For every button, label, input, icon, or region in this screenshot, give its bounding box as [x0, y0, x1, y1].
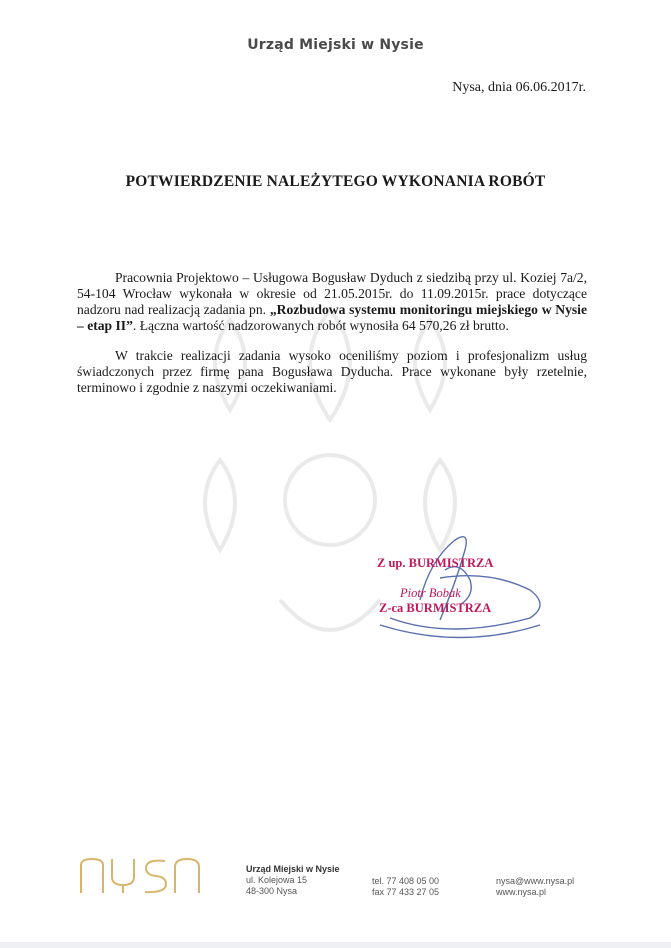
- task-name: „Rozbudowa systemu monitoringu miejskiego w Nysie – etap II”: [77, 302, 587, 333]
- paragraph-2-text: W trakcie realizacji zadania wysoko oceniliśmy poziom i profesjonalizm usług świadczonych przez firmę pana Bogusława Dyducha. Prace wykonane były rzetelnie, terminowo i zgodnie z naszymi oczekiwaniami.: [77, 348, 587, 395]
- paragraph-1-text-b: . Łączna wartość nadzorowanych robót wynosiła 64 570,26 zł brutto.: [132, 318, 509, 333]
- document-date: Nysa, dnia 06.06.2017r.: [452, 80, 586, 95]
- footer-email[interactable]: nysa@www.nysa.pl: [496, 876, 575, 886]
- document-title: POTWIERDZENIE NALEŻYTEGO WYKONANIA ROBÓT: [125, 173, 546, 190]
- footer-web[interactable]: www.nysa.pl: [496, 887, 547, 897]
- paragraph-2: [77, 348, 587, 396]
- paragraph-1-text-a: Pracownia Projektowo – Usługowa Bogusław Dyduch z siedzibą przy ul. Koziej 7a/2, 54-104 Wrocław wykonała w okresie od 21.05.2015r. do 11.09.2015r. prace dotyczące nadzoru nad realizacją zadania pn.: [77, 270, 587, 317]
- footer-fax: fax 77 433 27 05: [372, 887, 440, 897]
- signature-stamp: [360, 530, 560, 640]
- paragraph-1: [77, 270, 587, 334]
- stamp-authority-line: Z up. BURMISTRZA: [377, 556, 494, 570]
- footer-postal: 48-300 Nysa: [246, 886, 298, 896]
- scan-edge-bar: [0, 942, 671, 948]
- footer-contact: [496, 876, 574, 898]
- footer-street: ul. Kolejowa 15: [246, 875, 308, 885]
- footer-org-name: Urząd Miejski w Nysie: [246, 864, 340, 874]
- issuer-heading: Urząd Miejski w Nysie: [247, 37, 424, 53]
- footer-phone: [372, 876, 439, 898]
- stamp-signer-name: Piotr Bobak: [400, 586, 461, 600]
- nysa-logo-icon: [78, 855, 203, 897]
- footer-address: [246, 864, 340, 897]
- footer-tel: tel. 77 408 05 00: [372, 876, 440, 886]
- stamp-signer-title: Z-ca BURMISTRZA: [379, 601, 492, 615]
- handwritten-signature-icon: [360, 530, 560, 640]
- letterhead-footer: [0, 850, 671, 920]
